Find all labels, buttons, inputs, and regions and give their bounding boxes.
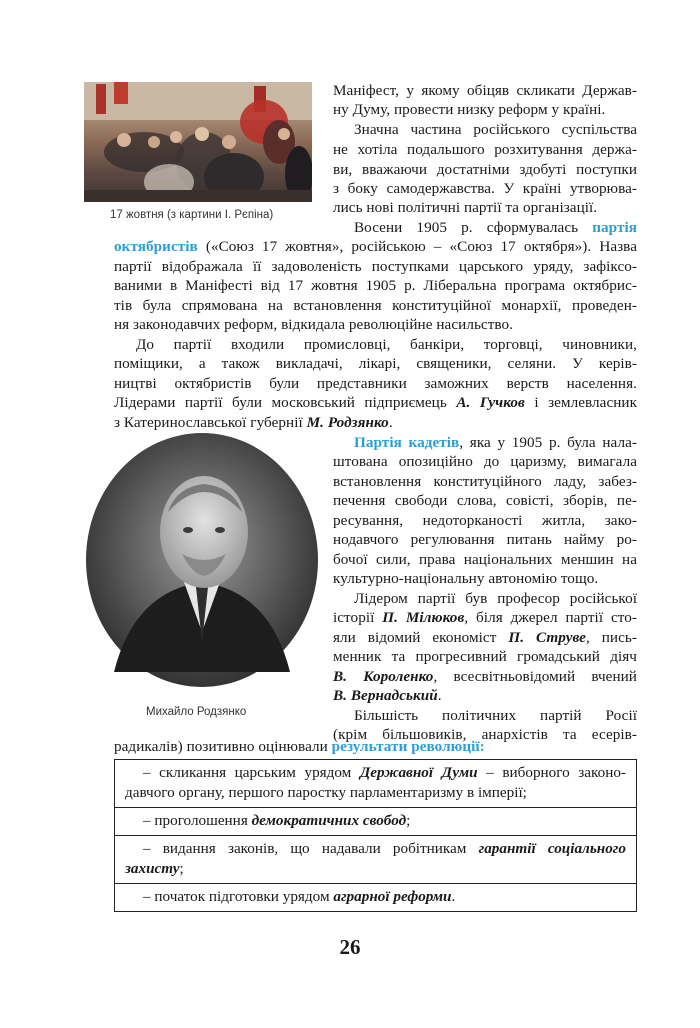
text-line: ну Думу, провести низку реформ у країні. [333,101,606,118]
text-line: Маніфест, у якому обіцяв скликати Держав- [333,82,637,99]
repin-painting [84,82,312,202]
text-line: Партія кадетів, яка у 1905 р. була нала- [354,434,637,451]
result-item: – початок підготовки урядом аграрної реформи. [115,884,637,912]
text-line: октябристів («Союз 17 жовтня», російською – «Союз 17 октября»). Назва [114,238,637,255]
term-kadets: Партія кадетів [354,434,460,451]
text-line: з Катеринославської губернії М. Родзянко. [114,414,393,431]
text-line: печення свободи слова, совісті, зборів, пе- [333,492,637,509]
table-row [115,836,637,884]
text-line: В. Вернадський. [333,687,442,704]
text-line: бочої сили, права національних меншин на [333,551,637,568]
text-line: історії П. Мілюков, біля джерел партії сто- [333,609,637,626]
text-line: яли відомий економіст П. Струве, пись- [333,629,637,646]
text-line: не хотіла подальшого розхитування держа- [333,141,637,158]
term-revolution-results: результати революції: [331,738,485,755]
text-line: встановлення конституційного ладу, забез- [333,473,637,490]
page-number: 26 [339,935,361,959]
text-line: культурно-національну автономію тощо. [333,570,599,587]
result-item: – скликання царським урядом Державної Думи – виборного законо-давчого органу, першого паростку парламентаризму в імперії; [115,760,637,808]
text-line: ня законодавчих реформ, відкидала революційне насильство. [114,316,514,333]
text-line: (крім більшовиків, анархістів та есерів- [333,726,637,743]
portrait-illustration [84,432,320,688]
text-line: Лідерами партії були московський підприємець А. Гучков і землевласник [114,394,637,411]
text-line: Значна частина російського суспільства [354,121,637,138]
result-item: – видання законів, що надавали робітникам гарантії соціального захисту; [115,836,637,884]
table-row [115,808,637,836]
text-line: тів була спрямована на встановлення конституційної монархії, проведен- [114,297,637,314]
text-line: ресування, недоторканості житла, зако- [333,512,637,529]
text-line: ви, вважаючи достатніми здобуті поступки [333,161,637,178]
crowd-illustration [84,82,312,202]
text-line: Лідером партії був професор російської [354,590,637,607]
text-line: радикалів) позитивно оцінювали результати революції: [114,738,485,755]
table-row [115,760,637,808]
text-line: нодавчого регулювання питань найму ро- [333,531,637,548]
result-item: – проголошення демократичних свобод; [115,808,637,836]
text-line: ництві октябристів були представники заможних верств населення. [114,375,637,392]
results-table [114,759,637,912]
text-line: поміщики, а також викладачі, лікарі, священики, селяни. У керів- [114,355,637,372]
term-octobrists-cont: октябристів [114,238,198,255]
text-line: В. Короленко, всесвітньовідомий вчений [333,668,637,685]
text-line: менник та прогресивний громадський діяч [333,648,637,665]
text-line: з боку самодержавства. У країні утворюва- [333,180,637,197]
painting-caption: 17 жовтня (з картини І. Рєпіна) [110,209,274,221]
text-line: лись нові політичні партії та організації. [333,199,598,216]
text-line: Більшість політичних партій Росії [354,707,637,724]
rodzianko-portrait [84,432,320,688]
table-row [115,884,637,912]
portrait-caption: Михайло Родзянко [146,706,247,718]
text-line: Восени 1905 р. сформувалась партія [354,219,637,236]
term-octobrists: партія [592,219,637,236]
text-line: штована опозиційно до царизму, вимагала [333,453,637,470]
text-line: ваними в Маніфесті від 17 жовтня 1905 р. Ліберальна програма октябрис- [114,277,637,294]
text-line: партії відображала її задоволеність поступками царського уряду, зафіксо- [114,258,637,275]
text-line: До партії входили промисловці, банкіри, торговці, чиновники, [136,336,637,353]
